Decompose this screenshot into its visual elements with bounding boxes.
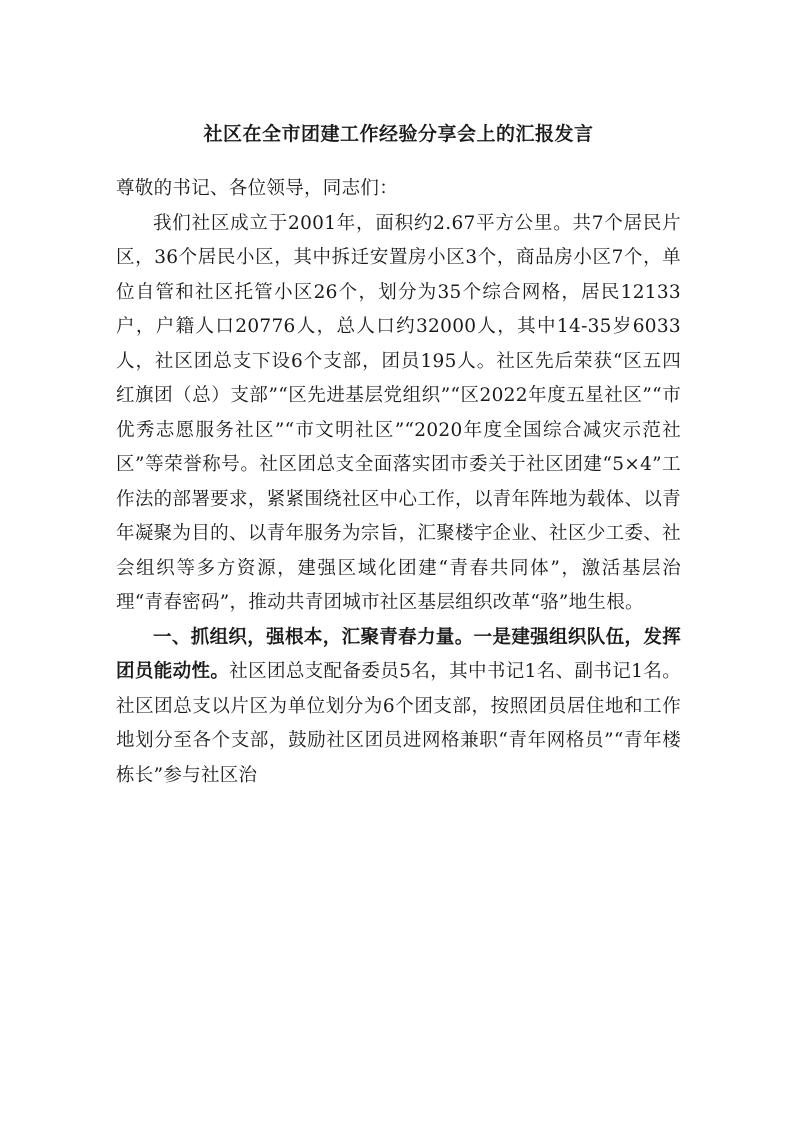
document-page (116, 120, 681, 793)
paragraph-intro: 我们社区成立于2001年，面积约2.67平方公里。共7个居民片区，36个居民小区，其中拆迁安置房小区3个，商品房小区7个，单位自管和社区托管小区26个，划分为35个综合网格，居民12133户，户籍人口20776人，总人口约32000人，其中14-35岁6033人，社区团总支下设6个支部，团员195人。社区先后荣获“区五四红旗团（总）支部”“区先进基层党组织”“区2022年度五星社区”“市优秀志愿服务社区”“市文明社区”“2020年度全国综合减灾示范社区”等荣誉称号。社区团总支全面落实团市委关于社区团建“5×4”工作法的部署要求，紧紧围绕社区中心工作，以青年阵地为载体、以青年凝聚为目的、以青年服务为宗旨，汇聚楼宇企业、社区少工委、社会组织等多方资源，建强区域化团建“青春共同体”，激活基层治理“青春密码”，推动共青团城市社区基层组织改革“骆”地生根。 (116, 212, 681, 613)
paragraph-section-1 (116, 621, 681, 794)
section-1-body: 社区团总支配备委员5名，其中书记1名、副书记1名。社区团总支以片区为单位划分为6个团支部，按照团员居住地和工作地划分至各个支部，鼓励社区团员进网格兼职“青年网格员”“青年楼栋长”参与社区治 (116, 661, 681, 786)
section-1-heading: 一、抓组织，强根本，汇聚青春力量。一是建强组织队伍，发挥团员能动性。 (116, 626, 681, 682)
document-title: 社区在全市团建工作经验分享会上的汇报发言 (203, 123, 594, 145)
greeting: 尊敬的书记、各位领导，同志们： (116, 178, 399, 199)
